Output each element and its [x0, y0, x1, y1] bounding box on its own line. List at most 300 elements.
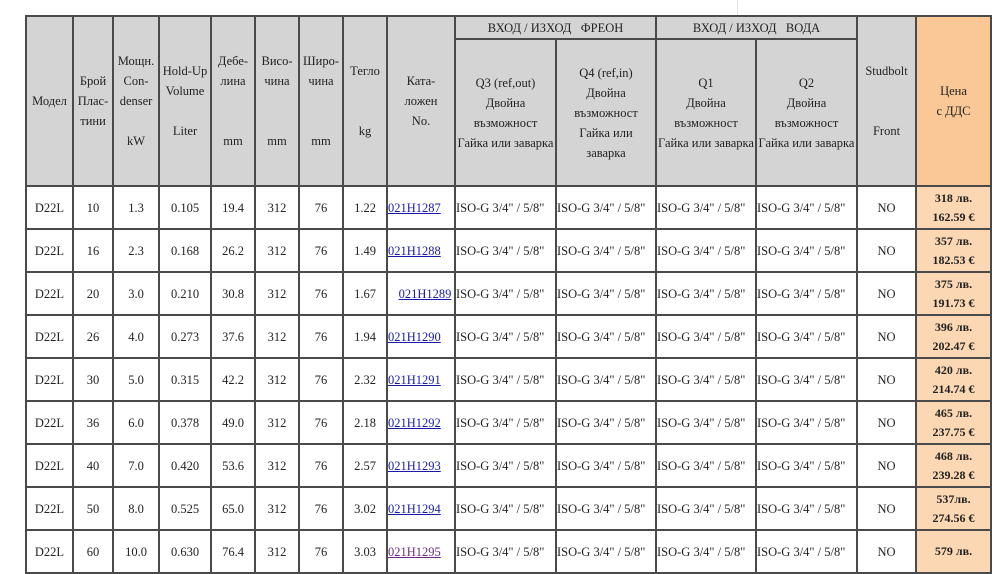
cell-q1 [657, 316, 755, 357]
cell-model-value: D22L [34, 286, 65, 301]
cell-model-value: D22L [34, 243, 65, 258]
cell-q1 [657, 531, 755, 572]
table-row [27, 445, 990, 486]
cell-height [256, 359, 298, 400]
cell-holdup-value: 0.420 [170, 458, 200, 473]
cell-q3-value: ISO-G 3/4" / 5/8" [456, 243, 545, 258]
cell-thickness [212, 273, 254, 314]
cell-q3-value: ISO-G 3/4" / 5/8" [456, 329, 545, 344]
header-q4: Q4 (ref,in) Двойна възможност Гайка или заварка [557, 40, 655, 185]
cell-model [27, 359, 72, 400]
cell-catalog [388, 273, 454, 314]
cell-studbolt [858, 445, 915, 486]
cell-holdup [160, 445, 210, 486]
cell-studbolt [858, 187, 915, 228]
cell-q1 [657, 359, 755, 400]
cell-q1 [657, 402, 755, 443]
cell-plates [74, 187, 112, 228]
cell-weight-value: 3.03 [354, 544, 376, 559]
cell-width-value: 76 [314, 329, 328, 344]
cell-q4-value: ISO-G 3/4" / 5/8" [557, 243, 646, 258]
cell-plates-value: 10 [86, 200, 100, 215]
catalog-link[interactable]: 021H1290 [388, 329, 441, 344]
cell-studbolt-value: NO [877, 372, 896, 387]
cell-plates-value: 40 [86, 458, 100, 473]
cell-q1-value: ISO-G 3/4" / 5/8" [657, 501, 746, 516]
cell-catalog [388, 445, 454, 486]
price-bgn: 420 лв. [934, 362, 973, 377]
header-price: Цена с ДДС [917, 17, 990, 185]
table-row [27, 316, 990, 357]
cell-studbolt-value: NO [877, 200, 896, 215]
catalog-link[interactable]: 021H1288 [388, 243, 441, 258]
price-eur: 182.53 € [932, 252, 975, 267]
cell-holdup [160, 402, 210, 443]
cell-power [114, 187, 158, 228]
cell-weight [344, 488, 386, 529]
cell-q1-value: ISO-G 3/4" / 5/8" [657, 286, 746, 301]
cell-q4-value: ISO-G 3/4" / 5/8" [557, 544, 646, 559]
cell-q3 [456, 445, 555, 486]
cell-height [256, 187, 298, 228]
cell-q2-value: ISO-G 3/4" / 5/8" [757, 501, 846, 516]
cell-q3 [456, 402, 555, 443]
table-row [27, 531, 990, 572]
cell-holdup-value: 0.525 [170, 501, 200, 516]
cell-q4 [557, 445, 655, 486]
cell-studbolt [858, 488, 915, 529]
cell-q1 [657, 488, 755, 529]
cell-price [917, 488, 990, 529]
cell-model-value: D22L [34, 415, 65, 430]
price-eur: 274.56 € [932, 510, 975, 525]
cell-q2-value: ISO-G 3/4" / 5/8" [757, 415, 846, 430]
cell-height-value: 312 [267, 372, 287, 387]
cell-q2 [757, 230, 856, 271]
cell-q2 [757, 488, 856, 529]
cell-power-value: 7.0 [128, 458, 144, 473]
table-body [27, 187, 990, 572]
header-width: Широ- чина mm [300, 17, 342, 185]
cell-plates [74, 230, 112, 271]
header-thickness: Дебе- лина mm [212, 17, 254, 185]
cell-model-value: D22L [34, 544, 65, 559]
cell-plates [74, 273, 112, 314]
price-bgn: 465 лв. [934, 405, 973, 420]
cell-q3-value: ISO-G 3/4" / 5/8" [456, 544, 545, 559]
cell-holdup [160, 187, 210, 228]
cell-width [300, 359, 342, 400]
cell-q2-value: ISO-G 3/4" / 5/8" [757, 243, 846, 258]
cell-weight [344, 230, 386, 271]
cell-q3 [456, 316, 555, 357]
table-row [27, 230, 990, 271]
cell-height [256, 488, 298, 529]
header-holdup-volume: Hold-Up Volume Liter [160, 17, 210, 185]
cell-height [256, 402, 298, 443]
cell-thickness-value: 42.2 [222, 372, 244, 387]
cell-q3 [456, 531, 555, 572]
header-group-freon: ВХОД / ИЗХОД ФРЕОН [456, 17, 655, 38]
cell-width [300, 488, 342, 529]
cell-catalog [388, 230, 454, 271]
cell-price [917, 187, 990, 228]
cell-studbolt [858, 230, 915, 271]
price-eur: 162.59 € [932, 209, 975, 224]
cell-model-value: D22L [34, 200, 65, 215]
cell-studbolt-value: NO [877, 501, 896, 516]
cell-model [27, 531, 72, 572]
cell-weight-value: 1.94 [354, 329, 376, 344]
cell-plates-value: 26 [86, 329, 100, 344]
cell-width [300, 230, 342, 271]
cell-plates-value: 16 [86, 243, 100, 258]
price-eur: 191.73 € [932, 295, 975, 310]
cell-power-value: 2.3 [128, 243, 144, 258]
cell-studbolt-value: NO [877, 286, 896, 301]
cell-weight [344, 187, 386, 228]
cell-holdup-value: 0.210 [170, 286, 200, 301]
cell-width [300, 402, 342, 443]
cell-holdup-value: 0.378 [170, 415, 200, 430]
cell-studbolt [858, 359, 915, 400]
cell-q1-value: ISO-G 3/4" / 5/8" [657, 243, 746, 258]
cell-q4-value: ISO-G 3/4" / 5/8" [557, 286, 646, 301]
cell-q3 [456, 488, 555, 529]
cell-thickness-value: 37.6 [222, 329, 244, 344]
cell-price [917, 359, 990, 400]
cell-width [300, 316, 342, 357]
cell-q2-value: ISO-G 3/4" / 5/8" [757, 544, 846, 559]
cell-q2 [757, 187, 856, 228]
cell-q4-value: ISO-G 3/4" / 5/8" [557, 501, 646, 516]
cell-model-value: D22L [34, 458, 65, 473]
cell-height-value: 312 [267, 501, 287, 516]
header-power: Мощн. Con- denser kW [114, 17, 158, 185]
cell-studbolt [858, 316, 915, 357]
cell-power-value: 1.3 [128, 200, 144, 215]
cell-plates-value: 36 [86, 415, 100, 430]
cell-plates [74, 445, 112, 486]
catalog-link[interactable]: 021H1294 [388, 501, 441, 516]
header-q3: Q3 (ref,out) Двойна възможност Гайка или заварка [456, 40, 555, 185]
cell-thickness [212, 531, 254, 572]
cell-studbolt [858, 402, 915, 443]
cell-weight [344, 359, 386, 400]
cell-width [300, 531, 342, 572]
cell-width [300, 273, 342, 314]
cell-q3-value: ISO-G 3/4" / 5/8" [456, 501, 545, 516]
cell-catalog [388, 187, 454, 228]
cell-power [114, 273, 158, 314]
cell-q4 [557, 531, 655, 572]
cell-studbolt-value: NO [877, 329, 896, 344]
cell-q2-value: ISO-G 3/4" / 5/8" [757, 458, 846, 473]
cell-holdup-value: 0.168 [170, 243, 200, 258]
cell-q4-value: ISO-G 3/4" / 5/8" [557, 458, 646, 473]
table-row [27, 273, 990, 314]
catalog-link[interactable]: 021H1291 [388, 372, 441, 387]
cell-q3 [456, 273, 555, 314]
cell-plates [74, 359, 112, 400]
cell-power [114, 316, 158, 357]
cell-q3 [456, 187, 555, 228]
cell-q3 [456, 359, 555, 400]
catalog-link[interactable]: 021H1287 [388, 200, 441, 215]
cell-model-value: D22L [34, 372, 65, 387]
cell-q1 [657, 273, 755, 314]
cell-weight [344, 316, 386, 357]
cell-studbolt [858, 531, 915, 572]
cell-height [256, 273, 298, 314]
cell-thickness [212, 445, 254, 486]
cell-height-value: 312 [267, 415, 287, 430]
cell-power [114, 488, 158, 529]
cell-q1 [657, 230, 755, 271]
cell-holdup-value: 0.105 [170, 200, 200, 215]
table-row [27, 187, 990, 228]
cell-thickness [212, 187, 254, 228]
cell-plates [74, 531, 112, 572]
cell-q3-value: ISO-G 3/4" / 5/8" [456, 458, 545, 473]
cell-q2-value: ISO-G 3/4" / 5/8" [757, 286, 846, 301]
cell-price [917, 230, 990, 271]
price-bgn: 579 лв. [934, 544, 973, 558]
catalog-link[interactable]: 021H1292 [388, 415, 441, 430]
cell-q3 [456, 230, 555, 271]
cell-height [256, 316, 298, 357]
cell-power-value: 8.0 [128, 501, 144, 516]
cell-thickness-value: 26.2 [222, 243, 244, 258]
cell-weight-value: 3.02 [354, 501, 376, 516]
cell-model [27, 488, 72, 529]
cell-height-value: 312 [267, 544, 287, 559]
cell-thickness-value: 53.6 [222, 458, 244, 473]
cell-width-value: 76 [314, 243, 328, 258]
cell-width [300, 445, 342, 486]
cell-q4 [557, 230, 655, 271]
cell-width-value: 76 [314, 544, 328, 559]
cell-power-value: 5.0 [128, 372, 144, 387]
cell-weight [344, 445, 386, 486]
cell-q3-value: ISO-G 3/4" / 5/8" [456, 415, 545, 430]
price-bgn: 318 лв. [934, 190, 973, 205]
cell-price [917, 273, 990, 314]
cell-q4 [557, 488, 655, 529]
cell-price [917, 316, 990, 357]
cell-thickness [212, 359, 254, 400]
cell-width-value: 76 [314, 501, 328, 516]
cell-q4-value: ISO-G 3/4" / 5/8" [557, 200, 646, 215]
cell-thickness-value: 65.0 [222, 501, 244, 516]
cell-height-value: 312 [267, 329, 287, 344]
cell-power [114, 402, 158, 443]
header-studbolt: Studbolt Front [858, 17, 915, 185]
cell-power-value: 3.0 [128, 286, 144, 301]
cell-holdup [160, 273, 210, 314]
table-row [27, 488, 990, 529]
header-group-water: ВХОД / ИЗХОД ВОДА [657, 17, 856, 38]
price-bgn: 396 лв. [934, 319, 973, 334]
cell-q1-value: ISO-G 3/4" / 5/8" [657, 458, 746, 473]
cell-thickness-value: 19.4 [222, 200, 244, 215]
cell-q2-value: ISO-G 3/4" / 5/8" [757, 372, 846, 387]
cell-q1-value: ISO-G 3/4" / 5/8" [657, 329, 746, 344]
cell-q4 [557, 187, 655, 228]
product-price-table [25, 15, 992, 574]
cell-q4 [557, 402, 655, 443]
cell-price [917, 402, 990, 443]
cell-studbolt [858, 273, 915, 314]
cell-q4 [557, 359, 655, 400]
cell-weight [344, 531, 386, 572]
cell-power [114, 531, 158, 572]
price-eur: 237.75 € [932, 424, 975, 439]
cell-thickness [212, 402, 254, 443]
cell-power-value: 4.0 [128, 329, 144, 344]
cell-thickness [212, 488, 254, 529]
cell-catalog [388, 402, 454, 443]
cell-weight-value: 2.18 [354, 415, 376, 430]
cell-plates-value: 20 [86, 286, 100, 301]
cell-q2 [757, 316, 856, 357]
cell-q4 [557, 273, 655, 314]
cell-thickness-value: 30.8 [222, 286, 244, 301]
cell-holdup-value: 0.630 [170, 544, 200, 559]
cell-model [27, 187, 72, 228]
catalog-link[interactable]: 021H1289 [398, 286, 452, 301]
cell-plates-value: 50 [86, 501, 100, 516]
cell-weight [344, 273, 386, 314]
cell-weight-value: 1.49 [354, 243, 376, 258]
cell-height-value: 312 [267, 200, 287, 215]
cell-q4-value: ISO-G 3/4" / 5/8" [557, 372, 646, 387]
cell-q2 [757, 273, 856, 314]
cell-model-value: D22L [34, 501, 65, 516]
cell-q2 [757, 531, 856, 572]
cell-plates-value: 30 [86, 372, 100, 387]
cell-q3-value: ISO-G 3/4" / 5/8" [456, 200, 545, 215]
cell-width-value: 76 [314, 458, 328, 473]
cell-power-value: 10.0 [125, 544, 147, 559]
cell-width-value: 76 [314, 200, 328, 215]
price-bgn: 357 лв. [934, 233, 973, 248]
cell-holdup [160, 230, 210, 271]
cell-q1-value: ISO-G 3/4" / 5/8" [657, 544, 746, 559]
cell-holdup [160, 488, 210, 529]
cell-power-value: 6.0 [128, 415, 144, 430]
cell-weight-value: 2.32 [354, 372, 376, 387]
cell-width-value: 76 [314, 415, 328, 430]
cell-q1-value: ISO-G 3/4" / 5/8" [657, 200, 746, 215]
cell-catalog [388, 359, 454, 400]
header-q1: Q1 Двойна възможност Гайка или заварка [657, 40, 755, 185]
cell-height [256, 531, 298, 572]
table-row [27, 402, 990, 443]
cell-weight-value: 1.22 [354, 200, 376, 215]
cell-thickness-value: 49.0 [222, 415, 244, 430]
cell-studbolt-value: NO [877, 243, 896, 258]
cell-power [114, 445, 158, 486]
cell-price [917, 445, 990, 486]
catalog-link[interactable]: 021H1295 [388, 544, 441, 559]
cell-q2 [757, 445, 856, 486]
cell-holdup-value: 0.273 [170, 329, 200, 344]
price-bgn: 468 лв. [934, 448, 973, 463]
cell-height-value: 312 [267, 458, 287, 473]
cell-plates [74, 488, 112, 529]
cell-q3-value: ISO-G 3/4" / 5/8" [456, 372, 545, 387]
price-eur: 214.74 € [932, 381, 975, 396]
header-weight: Тегло kg [344, 17, 386, 185]
cell-catalog [388, 488, 454, 529]
price-bgn: 375 лв. [934, 276, 973, 291]
cell-thickness-value: 76.4 [222, 544, 244, 559]
cell-q1-value: ISO-G 3/4" / 5/8" [657, 372, 746, 387]
cell-studbolt-value: NO [877, 458, 896, 473]
cell-weight-value: 1.67 [354, 286, 376, 301]
price-bgn: 537лв. [936, 491, 971, 506]
cell-q2 [757, 359, 856, 400]
cell-model [27, 230, 72, 271]
cell-q2 [757, 402, 856, 443]
cell-q2-value: ISO-G 3/4" / 5/8" [757, 329, 846, 344]
cell-model [27, 273, 72, 314]
cell-q1 [657, 445, 755, 486]
cell-q4-value: ISO-G 3/4" / 5/8" [557, 415, 646, 430]
header-catalog-number: Ката- ложен No. [388, 17, 454, 185]
cell-q1-value: ISO-G 3/4" / 5/8" [657, 415, 746, 430]
cell-q2-value: ISO-G 3/4" / 5/8" [757, 200, 846, 215]
cell-width-value: 76 [314, 286, 328, 301]
cell-q3-value: ISO-G 3/4" / 5/8" [456, 286, 545, 301]
cell-plates [74, 316, 112, 357]
cell-plates [74, 402, 112, 443]
cell-width [300, 187, 342, 228]
cell-thickness [212, 316, 254, 357]
cell-height [256, 445, 298, 486]
cell-q1 [657, 187, 755, 228]
cell-weight-value: 2.57 [354, 458, 376, 473]
cell-model [27, 316, 72, 357]
cell-power [114, 359, 158, 400]
header-plates: Брой Плас- тини [74, 17, 112, 185]
cell-plates-value: 60 [86, 544, 100, 559]
header-height: Висо- чина mm [256, 17, 298, 185]
cell-power [114, 230, 158, 271]
price-eur: 202.47 € [932, 338, 975, 353]
header-model: Модел [27, 17, 72, 185]
cell-holdup [160, 359, 210, 400]
cell-price [917, 531, 990, 572]
cell-thickness [212, 230, 254, 271]
cell-q4-value: ISO-G 3/4" / 5/8" [557, 329, 646, 344]
cell-weight [344, 402, 386, 443]
cell-holdup-value: 0.315 [170, 372, 200, 387]
cell-catalog [388, 316, 454, 357]
cell-width-value: 76 [314, 372, 328, 387]
cell-catalog [388, 531, 454, 572]
cell-model [27, 445, 72, 486]
cell-studbolt-value: NO [877, 544, 896, 559]
cell-model-value: D22L [34, 329, 65, 344]
cell-height [256, 230, 298, 271]
catalog-link[interactable]: 021H1293 [388, 458, 441, 473]
cell-q4 [557, 316, 655, 357]
cell-model [27, 402, 72, 443]
cell-studbolt-value: NO [877, 415, 896, 430]
cell-height-value: 312 [267, 243, 287, 258]
